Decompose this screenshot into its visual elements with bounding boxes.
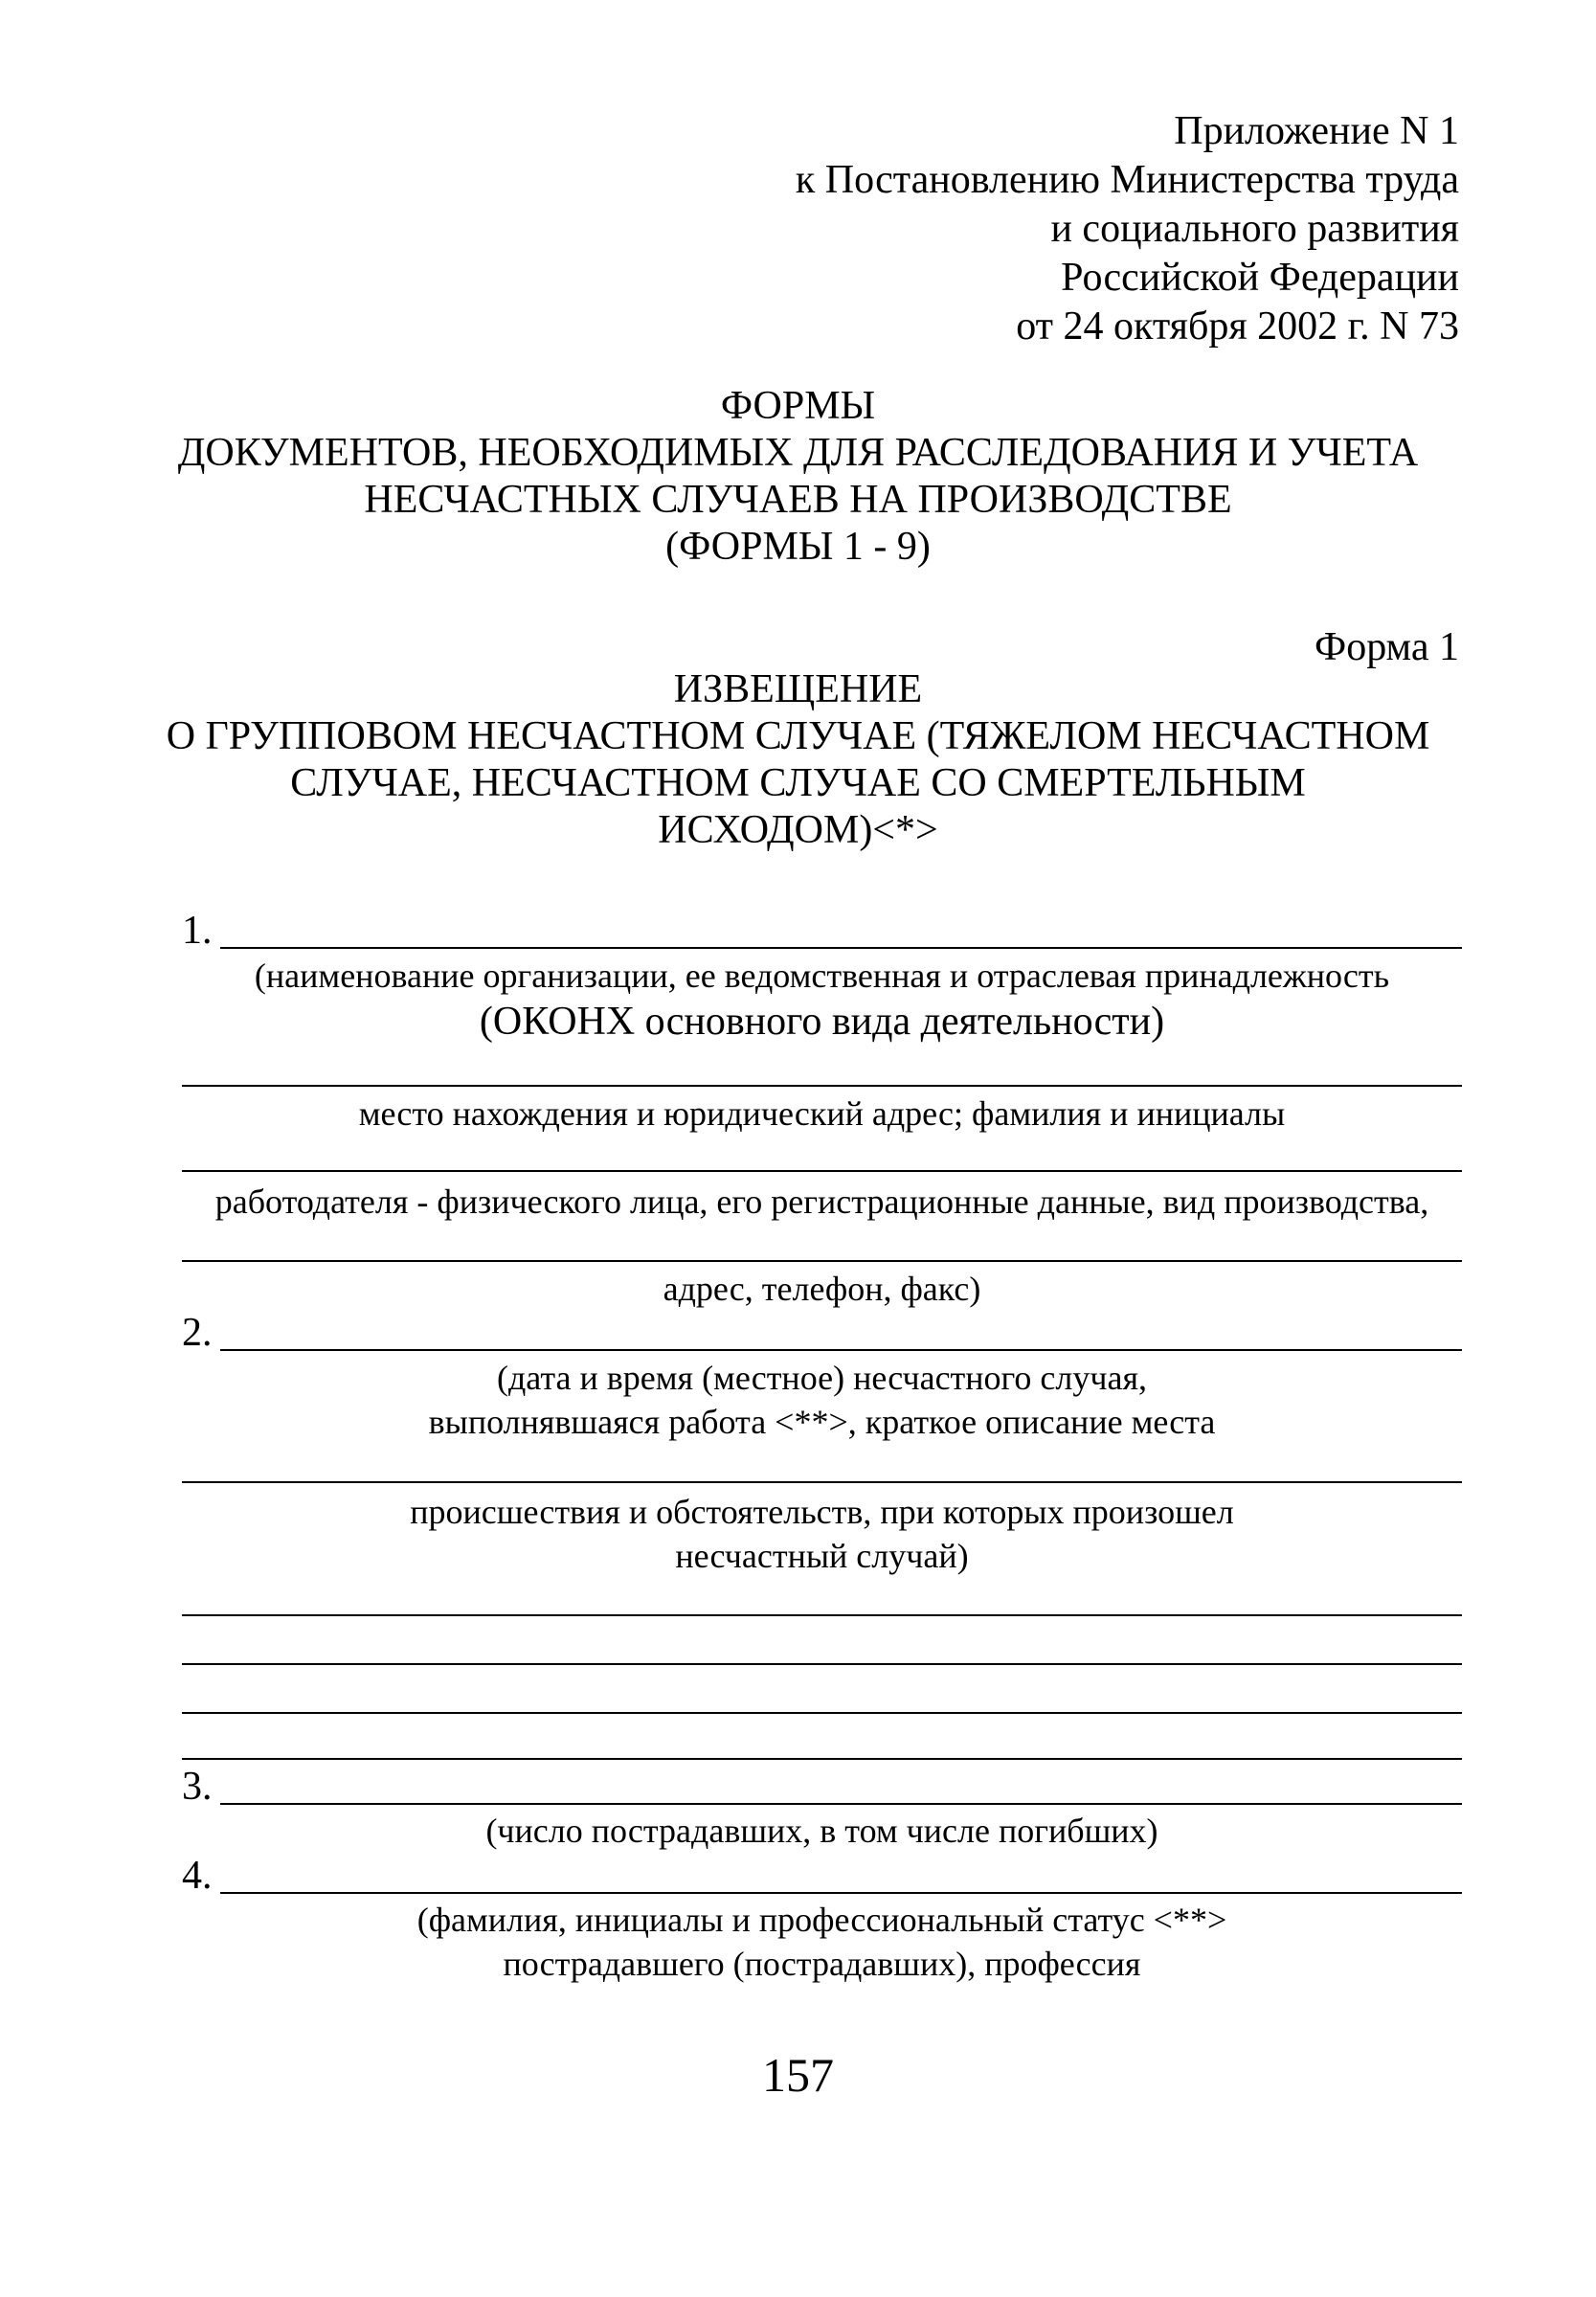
- appendix-line-1: Приложение N 1: [1174, 109, 1459, 153]
- appendix-header: [796, 107, 1459, 351]
- field-2-number: 2.: [182, 1311, 213, 1355]
- forms-title: [0, 383, 1596, 571]
- field-1-number: 1.: [182, 909, 213, 953]
- field-2-line[interactable]: [220, 1349, 1462, 1351]
- title-line-3: НЕСЧАСТНЫХ СЛУЧАЕВ НА ПРОИЗВОДСТВЕ: [364, 478, 1232, 522]
- field-2-line-5[interactable]: [182, 1712, 1462, 1714]
- notice-line-2: О ГРУППОВОМ НЕСЧАСТНОМ СЛУЧАЕ (ТЯЖЕЛОМ НЕСЧАСТНОМ: [166, 714, 1430, 758]
- field-2-caption-1: (дата и время (местное) несчастного случая,: [496, 1359, 1148, 1397]
- appendix-line-5: от 24 октября 2002 г. N 73: [1016, 304, 1459, 349]
- notice-line-1: ИЗВЕЩЕНИЕ: [673, 667, 923, 711]
- field-1-caption-2: (ОКОНХ основного вида деятельности): [479, 1000, 1165, 1044]
- field-1-line-4[interactable]: [182, 1260, 1462, 1262]
- field-2-line-4[interactable]: [182, 1663, 1462, 1665]
- field-1-line[interactable]: [220, 947, 1462, 949]
- appendix-line-4: Российской Федерации: [1061, 256, 1459, 300]
- field-1-caption-5: адрес, телефон, факс): [663, 1270, 981, 1308]
- field-2-line-3[interactable]: [182, 1614, 1462, 1616]
- field-1-caption-3: место нахождения и юридический адрес; фамилия и инициалы: [358, 1094, 1286, 1133]
- field-3-caption-1: (число пострадавших, в том числе погибших): [485, 1812, 1158, 1850]
- notice-line-4: ИСХОДОМ)<*>: [658, 808, 938, 852]
- field-2-line-2[interactable]: [182, 1481, 1462, 1483]
- field-3-line[interactable]: [220, 1803, 1462, 1805]
- field-2-caption-3: происшествия и обстоятельств, при которых произошел: [410, 1493, 1234, 1531]
- field-1-line-3[interactable]: [182, 1170, 1462, 1172]
- field-2-line-6[interactable]: [182, 1758, 1462, 1760]
- field-4-line[interactable]: [220, 1892, 1462, 1894]
- form-label: Форма 1: [1315, 625, 1459, 669]
- notice-line-3: СЛУЧАЕ, НЕСЧАСТНОМ СЛУЧАЕ СО СМЕРТЕЛЬНЫМ: [290, 761, 1306, 805]
- notice-title: [0, 666, 1596, 854]
- page-number: 157: [762, 2048, 834, 2102]
- appendix-line-3: и социального развития: [1050, 207, 1459, 251]
- field-4-caption-1: (фамилия, инициалы и профессиональный статус <**>: [416, 1901, 1227, 1939]
- appendix-line-2: к Постановлению Министерства труда: [795, 158, 1459, 202]
- title-line-1: ФОРМЫ: [720, 384, 876, 428]
- field-4-caption-2: пострадавшего (пострадавших), профессия: [503, 1945, 1141, 1983]
- title-line-4: (ФОРМЫ 1 - 9): [665, 525, 931, 569]
- field-1-caption-1: (наименование организации, ее ведомственная и отраслевая принадлежность: [254, 957, 1390, 995]
- field-4-number: 4.: [182, 1854, 213, 1898]
- title-line-2: ДОКУМЕНТОВ, НЕОБХОДИМЫХ ДЛЯ РАССЛЕДОВАНИЯ И УЧЕТА: [177, 431, 1419, 475]
- field-1-line-2[interactable]: [182, 1085, 1462, 1087]
- field-3-number: 3.: [182, 1765, 213, 1809]
- field-2-caption-2: выполнявшаяся работа <**>, краткое описание места: [428, 1403, 1216, 1441]
- field-2-caption-4: несчастный случай): [675, 1537, 969, 1575]
- field-1-caption-4: работодателя - физического лица, его регистрационные данные, вид производства,: [214, 1182, 1429, 1221]
